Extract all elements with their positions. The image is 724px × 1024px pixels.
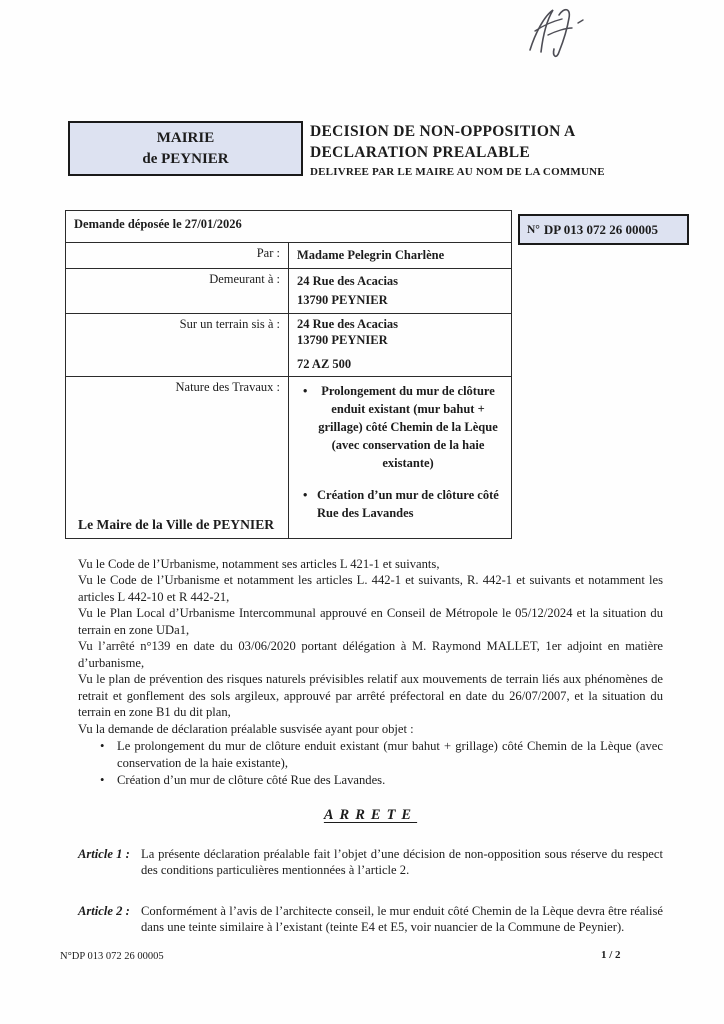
table-row [66, 269, 512, 314]
permit-reference-box [518, 214, 689, 245]
footer-page-number: 1 / 2 [601, 949, 621, 961]
article-2-label: Article 2 : [78, 903, 130, 918]
works-bullet-list [297, 382, 503, 522]
article-2-text: Conformément à l’avis de l’architecte conseil, le mur enduit côté Chemin de la Lèque devra être réalisé dans une teinte similaire à l’existant (teinte E4 et E5, voir nuancier de la Commune de Peynier). [141, 903, 663, 935]
article-1-label: Article 1 : [78, 846, 130, 861]
vu-paragraph-6: Vu la demande de déclaration préalable susvisée ayant pour objet : [78, 721, 414, 736]
handwritten-initials-icon [520, 4, 598, 64]
table-row [66, 376, 512, 538]
table-row [66, 314, 512, 377]
applicant-value [289, 243, 512, 269]
vu-paragraph-3: Vu le Plan Local d’Urbanisme Intercommunal approuvé en Conseil de Métropole le 05/12/2024 et la situation du terrain en zone UDa1, [78, 606, 663, 637]
table-row [66, 243, 512, 269]
document-title-line2: DECLARATION PREALABLE [310, 143, 531, 161]
mairie-line2: de PEYNIER [142, 150, 229, 167]
document-subtitle: DELIVREE PAR LE MAIRE AU NOM DE LA COMMUNE [310, 165, 605, 178]
article-2 [78, 903, 663, 936]
document-title-block [310, 122, 714, 178]
terrain-street: 24 Rue des Acacias [297, 317, 399, 331]
arrete-heading: ARRETE [323, 806, 418, 823]
vu-paragraph-2: Vu le Code de l’Urbanisme et notamment les articles L. 442-1 et suivants, R. 442-1 et suivants et notamment les articles L 442-10 et R 442-21, [78, 573, 663, 604]
maire-heading: Le Maire de la Ville de PEYNIER [78, 517, 275, 532]
article-1-text: La présente déclaration préalable fait l’objet d’une décision de non-opposition sous réserve du respect des conditions particulières mentionnées à l’article 2. [141, 846, 663, 878]
mairie-header-box [68, 121, 303, 176]
terrain-city: 13790 PEYNIER [297, 332, 388, 347]
works-label: Nature des Travaux : [66, 376, 289, 538]
terrain-value [289, 314, 512, 377]
article-1 [78, 846, 663, 879]
footer-reference: N°DP 013 072 26 00005 [60, 951, 164, 962]
deposit-date-cell: Demande déposée le 27/01/2026 [66, 211, 512, 243]
vu-paragraph-1: Vu le Code de l’Urbanisme, notamment ses articles L 421-1 et suivants, [78, 556, 440, 571]
applicant-name: Madame Pelegrin Charlène [297, 248, 445, 262]
vu-paragraph-4: Vu l’arrêté n°139 en date du 03/06/2020 portant délégation à M. Raymond MALLET, 1er adjoint en matière d’urbanisme, [78, 639, 663, 670]
mairie-line1: MAIRIE [156, 129, 215, 146]
object-bullet-list [78, 738, 663, 788]
terrain-parcel: 72 AZ 500 [297, 357, 352, 372]
works-value [289, 376, 512, 538]
residence-city: 13790 PEYNIER [297, 292, 388, 307]
request-details-table [65, 210, 512, 539]
residence-label: Demeurant à : [66, 269, 289, 314]
permit-reference-number: DP 013 072 26 00005 [543, 221, 659, 237]
decision-body [78, 516, 663, 936]
residence-street: 24 Rue des Acacias [297, 274, 399, 288]
table-row [66, 211, 512, 243]
applicant-label: Par : [66, 243, 289, 269]
works-bullet-2: • Création d’un mur de clôture côté Rue des Lavandes [297, 486, 503, 522]
permit-reference-label: N° [527, 223, 540, 236]
vu-paragraph-5: Vu le plan de prévention des risques naturels prévisibles relatif aux mouvements de terrain liés aux phénomènes de retrait et gonflement des sols argileux, approuvé par arrêté préfectoral en date du 26/07/2007, et la situation du terrain en zone B1 du dit plan, [78, 672, 663, 720]
residence-value [289, 269, 512, 314]
terrain-label: Sur un terrain sis à : [66, 314, 289, 377]
object-bullet-1: • Le prolongement du mur de clôture enduit existant (mur bahut + grillage) côté Chemin de la Lèque (avec conservation de la haie existante), [78, 738, 663, 771]
object-bullet-2: • Création d’un mur de clôture côté Rue des Lavandes. [78, 772, 663, 788]
works-bullet-1: • Prolongement du mur de clôture enduit existant (mur bahut + grillage) côté Chemin de la Lèque (avec conservation de la haie existante) [297, 382, 503, 473]
document-title-line1: DECISION DE NON-OPPOSITION A [310, 123, 576, 140]
